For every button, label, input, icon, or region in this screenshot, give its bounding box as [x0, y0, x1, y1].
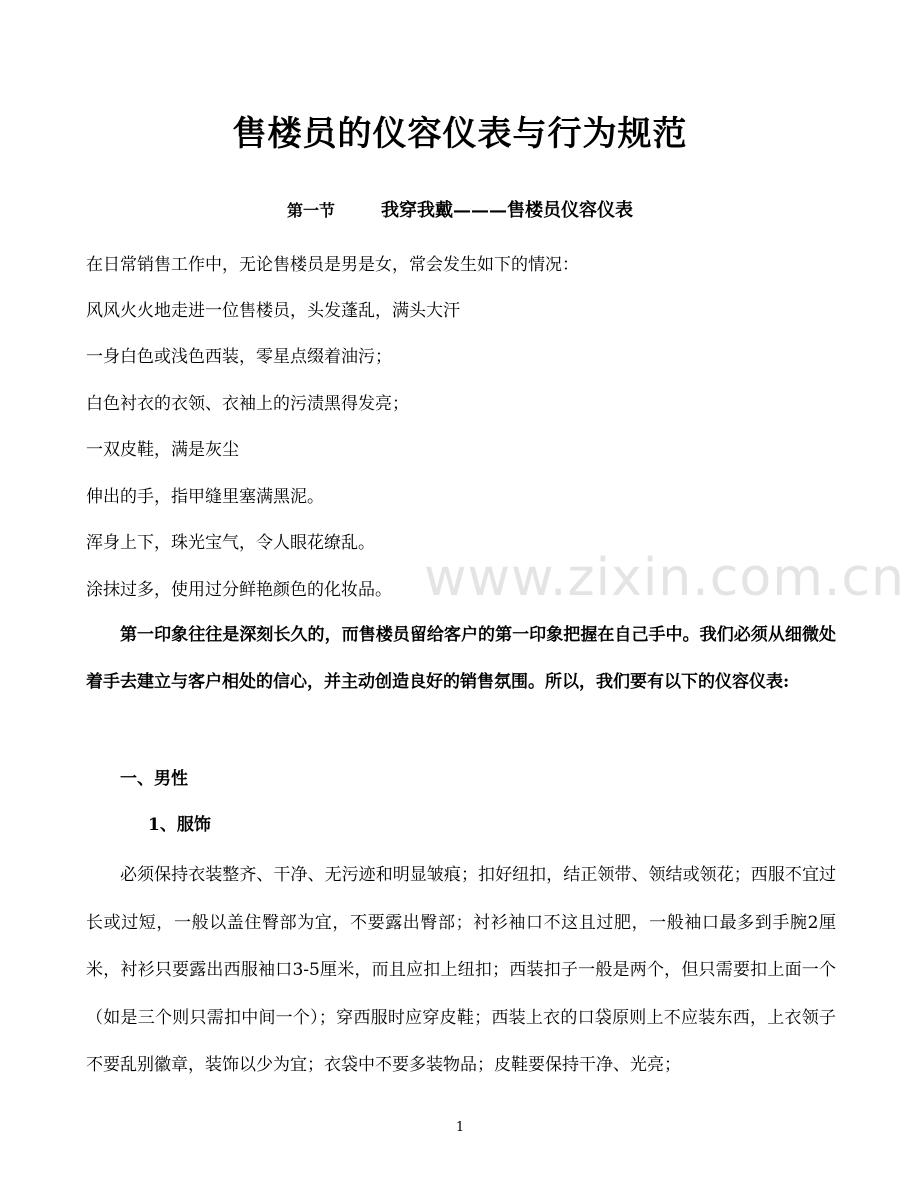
intro-line: 一身白色或浅色西装，零星点缀着油污；: [86, 347, 392, 367]
intro-line: 风风火火地走进一位售楼员，头发蓬乱，满头大汗: [86, 301, 460, 321]
intro-line: 在日常销售工作中，无论售楼员是男是女，常会发生如下的情况：: [86, 255, 579, 275]
clothing-paragraph: 必须保持衣装整齐、干净、无污迹和明显皱痕；扣好纽扣，结正领带、领结或领花；西服不宜过长或过短，一般以盖住臀部为宜，不要露出臀部；衬衫袖口不这且过肥，一般袖口最多到手腕2厘米，衬衫只要露出西服袖口3-5厘米，而且应扣上纽扣；西装扣子一般是两个，但只需要扣上面一个（如是三个则只需扣中间一个）；穿西服时应穿皮鞋；西装上衣的口袋原则上不应装东西，上衣领子不要乱别徽章，装饰以少为宜；衣袋中不要多装物品；皮鞋要保持干净、光亮；: [86, 865, 836, 1075]
watermark: www.zixin.com.cn: [424, 548, 905, 608]
page-number: 1: [455, 1120, 465, 1135]
intro-line: 白色衬衣的衣领、衣袖上的污渍黑得发亮；: [86, 394, 409, 414]
intro-line: 一双皮鞋，满是灰尘: [86, 440, 239, 460]
emphasis-paragraph: 第一印象往往是深刻长久的，而售楼员留给客户的第一印象把握在自己手中。我们必须从细微处着手去建立与客户相处的信心，并主动创造良好的销售氛围。所以，我们要有以下的仪容仪表:: [86, 625, 836, 692]
section-heading: [0, 196, 920, 222]
document-title: 售楼员的仪容仪表与行为规范: [232, 114, 688, 154]
intro-line: 浑身上下，珠光宝气，令人眼花缭乱。: [86, 533, 375, 553]
section-title: 我穿我戴———售楼员仪容仪表: [381, 200, 633, 221]
section-number: 第一节: [286, 201, 335, 220]
intro-line: 涂抹过多，使用过分鲜艳颜色的化妆品。: [86, 580, 392, 600]
subheading-male: 一、男性: [120, 769, 188, 789]
intro-line: 伸出的手，指甲缝里塞满黑泥。: [86, 487, 324, 507]
subheading-clothing: 1、服饰: [148, 815, 211, 835]
